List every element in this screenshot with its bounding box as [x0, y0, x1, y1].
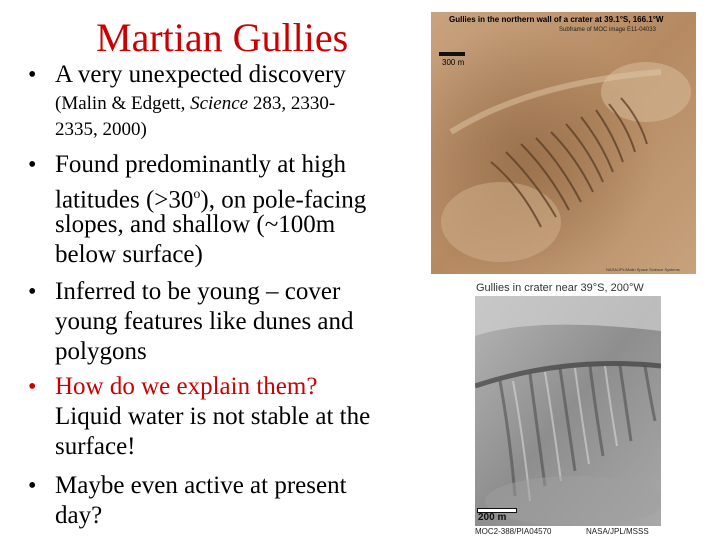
bullet-text-line: day?: [55, 502, 103, 529]
bullet-text-line: Liquid water is not stable at the: [55, 403, 371, 430]
top-scale-bar: [439, 52, 465, 56]
superscript: o: [193, 187, 201, 202]
gully-photo-bottom: [474, 283, 662, 539]
bullet-dot: •: [28, 152, 37, 178]
bullet-dot: •: [28, 62, 37, 88]
bullet-text-line: Inferred to be young – cover: [55, 278, 341, 305]
bullet-text-line: polygons: [55, 338, 147, 365]
slide-title: Martian Gullies: [96, 15, 349, 60]
citation-pages: 283, 2330-: [248, 93, 336, 114]
bullet-text-line: Maybe even active at present: [55, 472, 347, 499]
bottom-scale-label: 200 m: [478, 512, 507, 523]
citation-line: [55, 92, 335, 115]
citation-line-2: 2335, 2000): [55, 119, 147, 140]
bottom-photo-id: MOC2-388/PIA04570: [475, 527, 552, 536]
top-photo-subcaption: Subframe of MOC image E11-04033: [559, 27, 656, 33]
bullet-text-line: young features like dunes and: [55, 308, 354, 335]
citation-authors: (Malin & Edgett,: [55, 93, 191, 114]
gully-photo-top: [431, 12, 696, 274]
top-scale-label: 300 m: [442, 58, 465, 67]
bullet-text-line: below surface): [55, 241, 203, 268]
top-photo-caption: Gullies in the northern wall of a crater at 39.1°S, 166.1°W: [449, 15, 664, 24]
citation-journal: Science: [190, 93, 249, 114]
bullet-text: A very unexpected discovery: [55, 61, 346, 88]
text-span: latitudes (>30: [55, 186, 194, 214]
bullet-dot: •: [28, 473, 37, 499]
gully-photo-top-image: [431, 12, 696, 274]
bullet-dot: •: [28, 279, 37, 305]
bottom-photo-credit: NASA/JPL/MSSS: [586, 527, 649, 536]
bottom-photo-caption: Gullies in crater near 39°S, 200°W: [476, 283, 644, 294]
bullet-text-line: slopes, and shallow (~100m: [55, 211, 336, 238]
bullet-text-line: Found predominantly at high: [55, 151, 346, 178]
bullet-text-line: surface!: [55, 433, 136, 460]
gully-photo-bottom-image: [475, 296, 661, 526]
top-photo-credit: NASA/JPL/Malin Space Science Systems: [606, 267, 680, 272]
bullet-question: How do we explain them?: [55, 373, 318, 400]
text-span: ), on pole-facing: [200, 186, 367, 214]
bullet-dot: •: [28, 374, 37, 400]
